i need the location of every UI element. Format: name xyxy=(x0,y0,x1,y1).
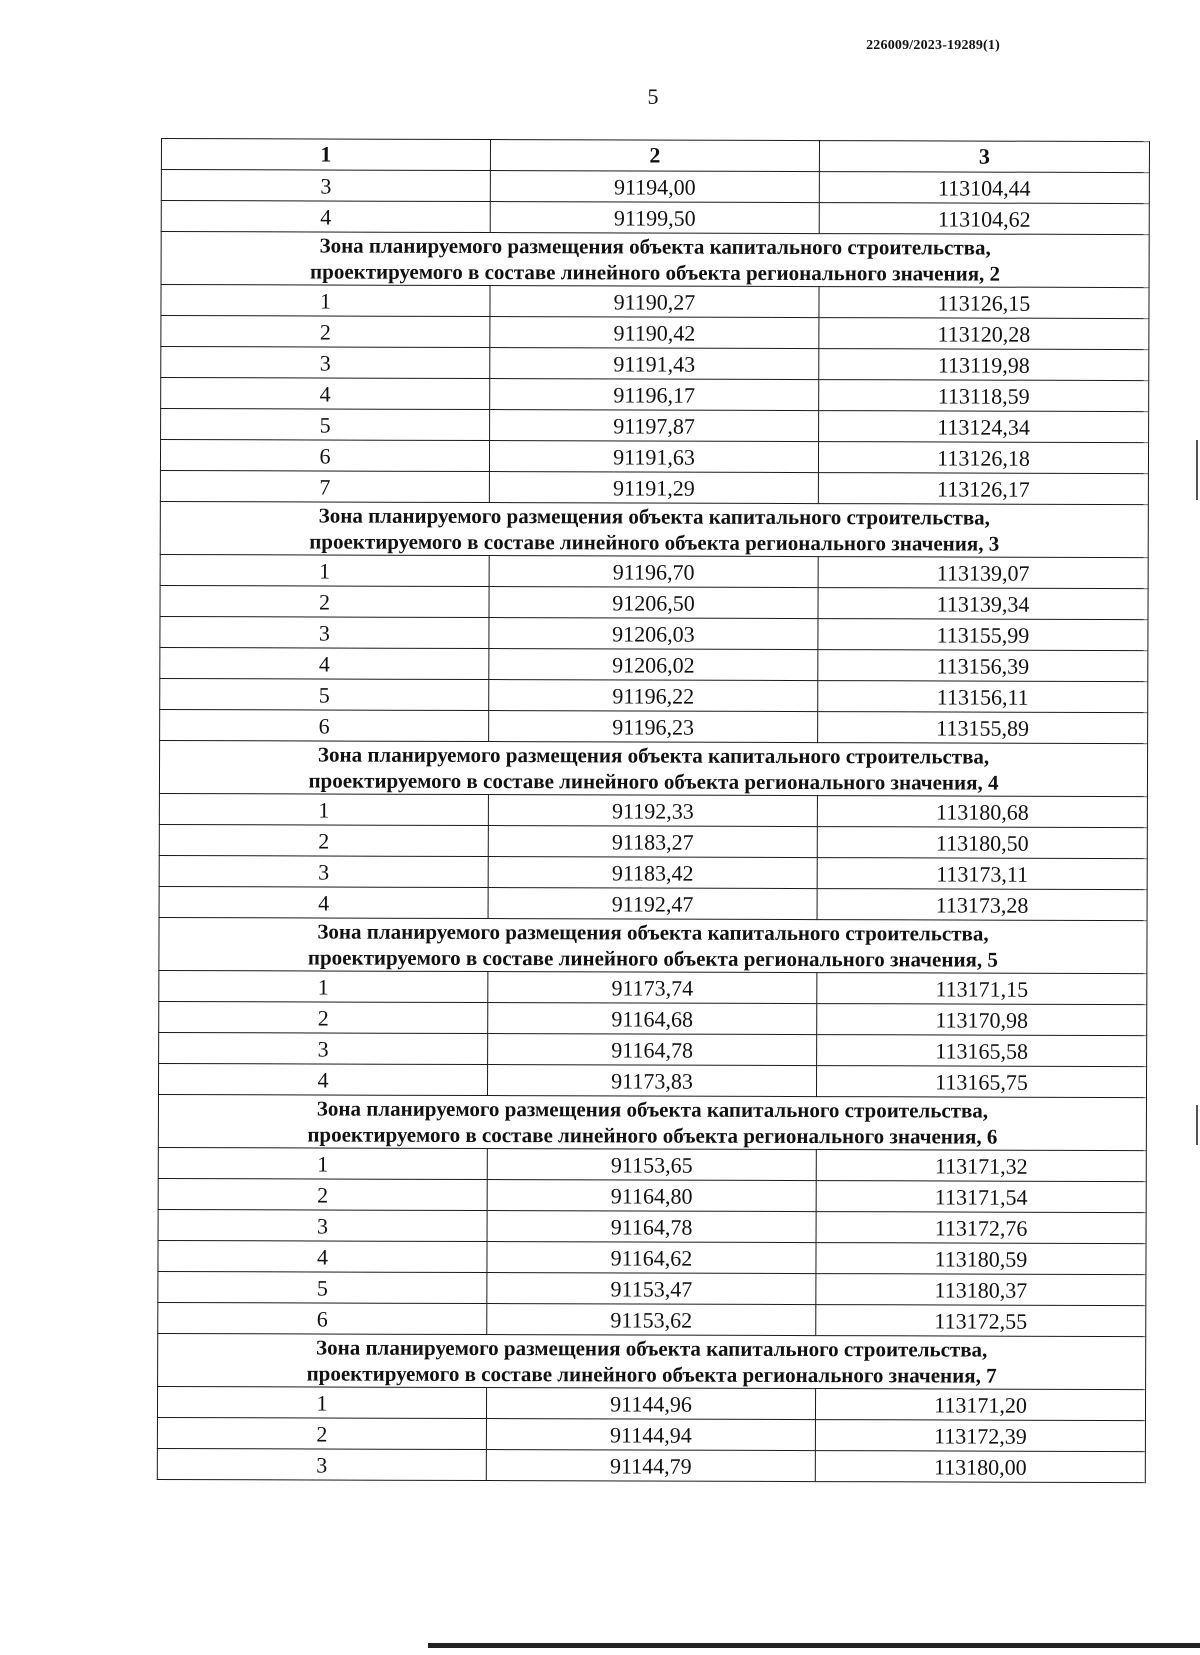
point-number-cell: 2 xyxy=(158,1178,487,1210)
point-number-cell: 4 xyxy=(158,1240,487,1272)
table-row xyxy=(160,585,1148,619)
zone-title xyxy=(159,917,1147,973)
y-coordinate-cell: 113104,62 xyxy=(819,203,1149,235)
scan-bottom-edge xyxy=(428,1643,1200,1648)
zone-title-line-2: проектируемого в составе линейного объекта регионального значения, 7 xyxy=(306,1361,997,1388)
point-number-cell: 2 xyxy=(159,824,488,856)
y-coordinate-cell: 113156,11 xyxy=(818,681,1148,713)
table-row xyxy=(160,709,1148,743)
y-coordinate-cell: 113172,39 xyxy=(815,1420,1145,1452)
x-coordinate-cell: 91191,29 xyxy=(489,472,818,504)
point-number-cell: 1 xyxy=(159,970,488,1002)
table-row xyxy=(158,1240,1146,1274)
table-row xyxy=(157,1386,1145,1420)
x-coordinate-cell: 91164,68 xyxy=(488,1003,817,1035)
x-coordinate-cell: 91183,42 xyxy=(488,857,817,889)
zone-title xyxy=(161,232,1149,288)
table-row xyxy=(161,409,1149,443)
point-number-cell: 6 xyxy=(160,440,489,472)
y-coordinate-cell: 113180,50 xyxy=(817,827,1147,859)
point-number-cell: 2 xyxy=(161,316,490,348)
x-coordinate-cell: 91196,17 xyxy=(490,379,819,411)
point-number-cell: 4 xyxy=(160,647,489,679)
y-coordinate-cell: 113126,17 xyxy=(818,473,1148,505)
coordinates-table xyxy=(157,138,1150,1483)
point-number-cell: 3 xyxy=(161,170,490,202)
table-row xyxy=(158,1209,1146,1243)
point-number-cell: 7 xyxy=(160,470,489,502)
x-coordinate-cell: 91164,62 xyxy=(487,1242,816,1274)
scan-edge-mark xyxy=(1196,440,1198,500)
y-coordinate-cell: 113180,00 xyxy=(815,1451,1145,1483)
y-coordinate-cell: 113170,98 xyxy=(817,1004,1147,1036)
column-header-1: 1 xyxy=(161,139,490,171)
table-row xyxy=(158,1063,1146,1097)
table-row xyxy=(160,554,1148,588)
y-coordinate-cell: 113172,76 xyxy=(816,1212,1146,1244)
page-number: 5 xyxy=(647,84,659,109)
point-number-cell: 1 xyxy=(161,285,490,317)
zone-title-line-1: Зона планируемого размещения объекта капитального строительства, xyxy=(318,503,990,530)
x-coordinate-cell: 91173,74 xyxy=(488,972,817,1004)
table-row xyxy=(161,170,1149,204)
x-coordinate-cell: 91183,27 xyxy=(488,826,817,858)
y-coordinate-cell: 113173,11 xyxy=(817,858,1147,890)
y-coordinate-cell: 113126,15 xyxy=(819,287,1149,319)
y-coordinate-cell: 113180,37 xyxy=(816,1274,1146,1306)
point-number-cell: 4 xyxy=(161,201,490,233)
y-coordinate-cell: 113180,68 xyxy=(817,796,1147,828)
x-coordinate-cell: 91191,63 xyxy=(489,441,818,473)
x-coordinate-cell: 91144,96 xyxy=(486,1388,815,1420)
zone-title-line-2: проектируемого в составе линейного объекта регионального значения, 3 xyxy=(309,529,1000,556)
zone-title-line-2: проектируемого в составе линейного объекта регионального значения, 5 xyxy=(307,945,998,972)
zone-title-line-2: проектируемого в составе линейного объекта регионального значения, 6 xyxy=(307,1122,998,1149)
y-coordinate-cell: 113171,32 xyxy=(816,1150,1146,1182)
table-row xyxy=(161,201,1149,235)
table-row xyxy=(161,378,1149,412)
x-coordinate-cell: 91196,22 xyxy=(489,680,818,712)
table-row xyxy=(159,824,1147,858)
point-number-cell: 4 xyxy=(161,378,490,410)
column-header-3: 3 xyxy=(819,141,1149,173)
y-coordinate-cell: 113126,18 xyxy=(818,442,1148,474)
x-coordinate-cell: 91196,70 xyxy=(489,556,818,588)
table-row xyxy=(159,886,1147,920)
table-row xyxy=(161,285,1149,319)
zone-title-line-1: Зона планируемого размещения объекта капитального строительства, xyxy=(317,742,990,769)
zone-title-row xyxy=(161,232,1149,288)
point-number-cell: 4 xyxy=(158,1063,487,1095)
x-coordinate-cell: 91153,47 xyxy=(487,1273,816,1305)
point-number-cell: 3 xyxy=(159,855,488,887)
y-coordinate-cell: 113104,44 xyxy=(819,172,1149,204)
x-coordinate-cell: 91199,50 xyxy=(490,202,819,234)
table-row xyxy=(161,347,1149,381)
point-number-cell: 1 xyxy=(157,1386,486,1418)
point-number-cell: 3 xyxy=(157,1448,486,1480)
zone-title xyxy=(159,740,1147,796)
table-row xyxy=(159,1001,1147,1035)
x-coordinate-cell: 91144,79 xyxy=(486,1450,815,1482)
point-number-cell: 1 xyxy=(160,554,489,586)
zone-title xyxy=(158,1333,1146,1389)
zone-title-line-1: Зона планируемого размещения объекта капитального строительства, xyxy=(317,919,989,946)
y-coordinate-cell: 113165,58 xyxy=(817,1035,1147,1067)
zone-title-row xyxy=(159,740,1147,796)
zone-title-row xyxy=(158,1333,1146,1389)
y-coordinate-cell: 113172,55 xyxy=(816,1305,1146,1337)
x-coordinate-cell: 91206,02 xyxy=(489,649,818,681)
point-number-cell: 6 xyxy=(160,709,489,741)
y-coordinate-cell: 113171,15 xyxy=(817,973,1147,1005)
x-coordinate-cell: 91192,33 xyxy=(488,795,817,827)
x-coordinate-cell: 91196,23 xyxy=(489,711,818,743)
y-coordinate-cell: 113171,54 xyxy=(816,1181,1146,1213)
y-coordinate-cell: 113165,75 xyxy=(816,1066,1146,1098)
point-number-cell: 3 xyxy=(161,347,490,379)
zone-title xyxy=(158,1094,1146,1150)
document-number: 226009/2023-19289(1) xyxy=(866,38,1000,53)
x-coordinate-cell: 91197,87 xyxy=(490,410,819,442)
y-coordinate-cell: 113118,59 xyxy=(819,380,1149,412)
y-coordinate-cell: 113139,34 xyxy=(818,588,1148,620)
coordinates-table-body xyxy=(157,139,1149,1483)
column-header-2: 2 xyxy=(490,140,819,172)
x-coordinate-cell: 91190,42 xyxy=(490,317,819,349)
x-coordinate-cell: 91173,83 xyxy=(487,1065,816,1097)
table-row xyxy=(159,855,1147,889)
zone-title-line-1: Зона планируемого размещения объекта капитального строительства, xyxy=(316,1096,989,1123)
table-row xyxy=(160,647,1148,681)
table-header-row xyxy=(161,139,1149,173)
y-coordinate-cell: 113173,28 xyxy=(817,889,1147,921)
table-row xyxy=(157,1417,1145,1451)
zone-title-line-1: Зона планируемого размещения объекта капитального строительства, xyxy=(319,233,991,260)
y-coordinate-cell: 113124,34 xyxy=(819,411,1149,443)
point-number-cell: 6 xyxy=(158,1302,487,1334)
point-number-cell: 2 xyxy=(160,585,489,617)
x-coordinate-cell: 91164,78 xyxy=(488,1034,817,1066)
zone-title-row xyxy=(160,501,1148,557)
point-number-cell: 5 xyxy=(161,409,490,441)
zone-title-line-2: проектируемого в составе линейного объекта регионального значения, 4 xyxy=(308,768,999,795)
x-coordinate-cell: 91206,03 xyxy=(489,618,818,650)
x-coordinate-cell: 91164,78 xyxy=(487,1211,816,1243)
zone-title-line-2: проектируемого в составе линейного объекта регионального значения, 2 xyxy=(310,259,1001,286)
point-number-cell: 2 xyxy=(159,1001,488,1033)
table-row xyxy=(158,1271,1146,1305)
point-number-cell: 5 xyxy=(160,678,489,710)
zone-title-line-1: Зона планируемого размещения объекта капитального строительства, xyxy=(316,1335,988,1362)
point-number-cell: 1 xyxy=(158,1147,487,1179)
point-number-cell: 3 xyxy=(160,616,489,648)
point-number-cell: 2 xyxy=(157,1417,486,1449)
y-coordinate-cell: 113156,39 xyxy=(818,650,1148,682)
x-coordinate-cell: 91153,62 xyxy=(487,1304,816,1336)
x-coordinate-cell: 91206,50 xyxy=(489,587,818,619)
scan-edge-mark xyxy=(1196,1105,1198,1145)
point-number-cell: 4 xyxy=(159,886,488,918)
table-row xyxy=(159,1032,1147,1066)
table-row xyxy=(159,970,1147,1004)
table-row xyxy=(158,1178,1146,1212)
point-number-cell: 5 xyxy=(158,1271,487,1303)
table-row xyxy=(160,440,1148,474)
y-coordinate-cell: 113120,28 xyxy=(819,318,1149,350)
x-coordinate-cell: 91190,27 xyxy=(490,286,819,318)
x-coordinate-cell: 91153,65 xyxy=(487,1149,816,1181)
point-number-cell: 1 xyxy=(159,793,488,825)
point-number-cell: 3 xyxy=(159,1032,488,1064)
zone-title-row xyxy=(159,917,1147,973)
y-coordinate-cell: 113155,89 xyxy=(818,712,1148,744)
y-coordinate-cell: 113119,98 xyxy=(819,349,1149,381)
table-row xyxy=(160,616,1148,650)
y-coordinate-cell: 113180,59 xyxy=(816,1243,1146,1275)
y-coordinate-cell: 113171,20 xyxy=(815,1389,1145,1421)
y-coordinate-cell: 113155,99 xyxy=(818,619,1148,651)
zone-title-row xyxy=(158,1094,1146,1150)
x-coordinate-cell: 91191,43 xyxy=(490,348,819,380)
table-row xyxy=(161,316,1149,350)
y-coordinate-cell: 113139,07 xyxy=(818,557,1148,589)
table-row xyxy=(158,1147,1146,1181)
x-coordinate-cell: 91144,94 xyxy=(486,1419,815,1451)
x-coordinate-cell: 91164,80 xyxy=(487,1180,816,1212)
x-coordinate-cell: 91194,00 xyxy=(490,171,819,203)
table-row xyxy=(160,470,1148,504)
table-row xyxy=(159,793,1147,827)
table-row xyxy=(158,1302,1146,1336)
x-coordinate-cell: 91192,47 xyxy=(488,888,817,920)
table-row xyxy=(160,678,1148,712)
zone-title xyxy=(160,501,1148,557)
point-number-cell: 3 xyxy=(158,1209,487,1241)
table-row xyxy=(157,1448,1145,1482)
